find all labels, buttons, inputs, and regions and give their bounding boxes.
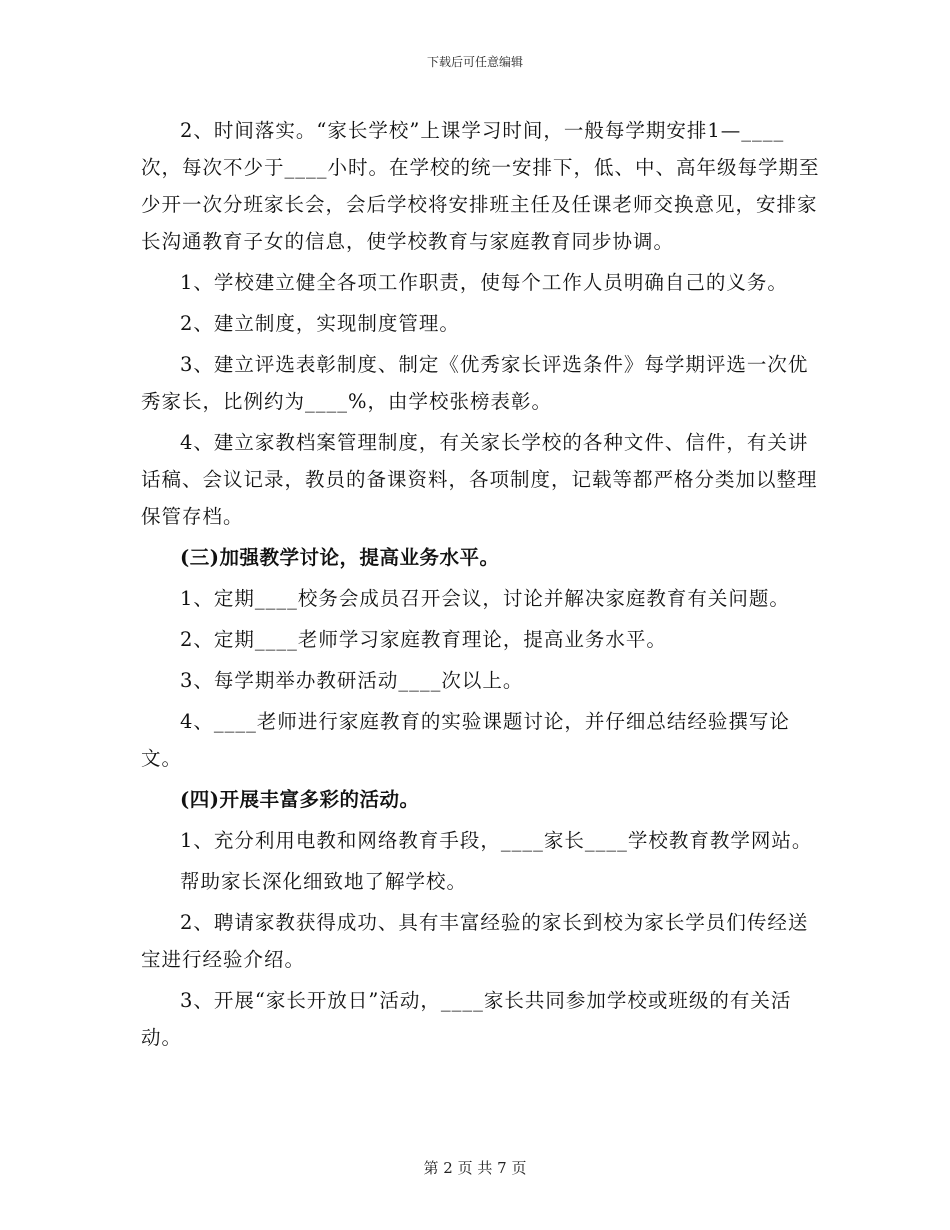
section-heading-activities: (四)开展丰富多彩的活动。 [180, 788, 420, 811]
paragraph-duties: 1、学校建立健全各项工作职责，使每个工作人员明确自己的义务。 [180, 271, 788, 294]
page-header-note: 下载后可任意编辑 [426, 55, 523, 69]
paragraph-teacher-study: 2、定期____老师学习家庭教育理论，提高业务水平。 [180, 628, 667, 651]
paragraph-online-education: 1、充分利用电教和网络教育手段，____家长____学校教育教学网站。 [180, 829, 813, 852]
paragraph-experimental-research: 4、____老师进行家庭教育的实验课题讨论，并仔细总结经验撰写论文。 [141, 710, 790, 770]
paragraph-award-system: 3、建立评选表彰制度、制定《优秀家长评选条件》每学期评选一次优秀家长，比例约为____%，由学校张榜表彰。 [141, 353, 809, 413]
paragraph-archive-system: 4、建立家教档案管理制度，有关家长学校的各种文件、信件，有关讲话稿、会议记录，教员的备课资料，各项制度，记载等都严格分类加以整理保管存档。 [141, 431, 818, 528]
section-heading-teaching-discussion: (三)加强教学讨论，提高业务水平。 [180, 546, 500, 569]
paragraph-experienced-parents: 2、聘请家教获得成功、具有丰富经验的家长到校为家长学员们传经送宝进行经验介绍。 [141, 911, 809, 971]
paragraph-understand-school: 帮助家长深化细致地了解学校。 [180, 870, 468, 893]
paragraph-regular-meetings: 1、定期____校务会成员召开会议，讨论并解决家庭教育有关问题。 [180, 587, 790, 610]
paragraph-research-activities: 3、每学期举办教研活动____次以上。 [180, 669, 524, 692]
document-body [141, 112, 821, 1060]
paragraph-open-day: 3、开展“家长开放日”活动，____家长共同参加学校或班级的有关活动。 [141, 989, 792, 1049]
paragraph-system-management: 2、建立制度，实现制度管理。 [180, 312, 460, 335]
paragraph-time-arrangement: 2、时间落实。“家长学校”上课学习时间，一般每学期安排1—____次，每次不少于____小时。在学校的统一安排下，低、中、高年级每学期至少开一次分班家长会，会后学校将安排班主任及任课老师交换意见，安排家长沟通教育子女的信息，使学校教育与家庭教育同步协调。 [141, 119, 820, 253]
page-number: 第 2 页 共 7 页 [423, 1159, 527, 1177]
